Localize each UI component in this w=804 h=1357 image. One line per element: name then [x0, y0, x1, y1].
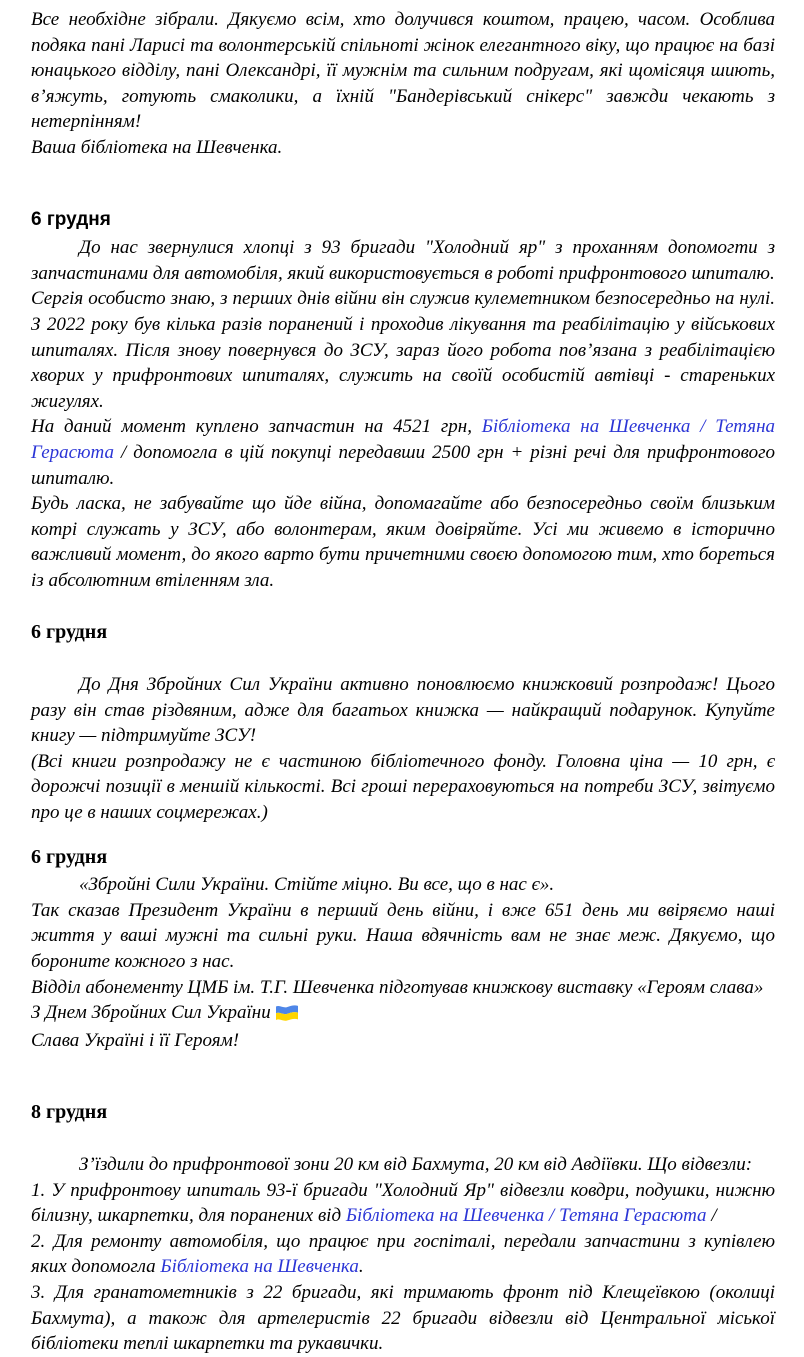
paragraph-text: З Днем Збройних Сил України — [31, 1002, 271, 1024]
entry-date-heading: 6 грудня — [31, 208, 111, 230]
paragraph-text: 2. Для ремонту автомобіля, що працює при госпіталі, передали запчастини з купівлею яких допомогла — [31, 1230, 775, 1278]
paragraph: До нас звернулися хлопці з 93 бригади "Холодний яр" з проханням допомогти з запчастинами для автомобіля, який використовується в роботі прифронтового шпиталю. — [31, 237, 775, 284]
quote-paragraph: «Збройні Сили України. Стійте міцно. Ви все, що в нас є». — [79, 874, 555, 896]
entry-date-heading: 6 грудня — [31, 621, 108, 644]
person-link[interactable]: Тетяна Герасюта — [559, 1205, 707, 1227]
intro-paragraph: Все необхідне зібрали. Дякуємо всім, хто долучився коштом, працею, часом. Особлива подяка пані Ларисі та волонтерській спільноті жінок елегантного віку, що працює на базі юнацького відділу, пані Олександрі, її мужнім та сильним подругам, які щомісяця шиють, в’яжуть, готують смаколики, а їхній "Бандерівський снікерс" завжди чекають з нетерпінням! — [31, 9, 775, 133]
paragraph-text: . — [358, 1256, 364, 1278]
library-link[interactable]: Бібліотека на Шевченка — [345, 1205, 545, 1227]
paragraph: Будь ласка, не забувайте що йде війна, допомагайте або безпосередньо своїм близьким котрі служать у ЗСУ, або волонтерам, яким довіряйте. Усі ми живемо в історично важливий момент, до якого варто бути причетними своєю допомогою тим, хто бореться із абсолютним втіленням зла. — [31, 493, 775, 591]
ukraine-flag-icon — [276, 1002, 298, 1028]
paragraph: Сергія особисто знаю, з перших днів війни він служив кулеметником безпосередньо на нулі. З 2022 року був кілька разів поранений і проходив лікування та реабілітацію у військових шпиталях. Після знову повернувся до ЗСУ, зараз його робота пов’язана з реабілітацією хворих у прифронтових шпиталях, служить на своїй особистій автівці - стареньких жигулях. — [31, 288, 775, 412]
entry-section-6-dec-3 — [31, 845, 775, 1054]
library-link[interactable]: Бібліотека на Шевченка — [160, 1256, 359, 1278]
paragraph-text: / — [706, 1205, 717, 1227]
slash-separator: / — [544, 1205, 560, 1227]
list-item-paragraph — [31, 1178, 775, 1229]
entry-date-heading: 8 грудня — [31, 1101, 108, 1124]
paragraph: Слава Україні і її Героям! — [31, 1029, 240, 1051]
paragraph: (Всі книги розпродажу не є частиною бібліотечного фонду. Головна ціна — 10 грн, є дорожчі позиції в меншій кількості. Всі гроші перераховуються на потреби ЗСУ, звітуємо про це в наших соцмережах.) — [31, 750, 775, 824]
paragraph: З’їздили до прифронтової зони 20 км від Бахмута, 20 км від Авдіївки. Що відвезли: — [79, 1153, 753, 1175]
entry-section-6-dec-2 — [31, 620, 775, 825]
entry-section-6-dec-1 — [31, 207, 775, 594]
paragraph — [31, 414, 775, 491]
slash-separator: / — [690, 416, 716, 438]
paragraph: До Дня Збройних Сил України активно поновлюємо книжковий розпродаж! Цього разу він став різдвяним, адже для багатьох книжка — найкращий подарунок. Купуйте книгу — підтримуйте ЗСУ! — [31, 674, 775, 747]
signature-line: Ваша бібліотека на Шевченка. — [31, 136, 283, 158]
list-item-paragraph: 3. Для гранатометників з 22 бригади, які тримають фронт під Клещеївкою (околиці Бахмута), а також для артелеристів 22 бригади відвезли від Центральної міської бібліотеки теплі шкарпетки та рукавички. — [31, 1281, 775, 1355]
person-link[interactable]: Тетяна Герасюта — [31, 416, 776, 463]
list-item-paragraph — [31, 1229, 775, 1280]
intro-block — [31, 7, 775, 161]
paragraph-text: / допомогла в цій покупці передавши 2500 грн + різні речі для прифронтового шпиталю. — [31, 441, 775, 489]
paragraph: Так сказав Президент України в перший день війни, і вже 651 день ми ввіряємо наші життя у ваші мужні та сильні руки. Наша вдячність вам не знає меж. Дякуємо, що бороните кожного з нас. — [31, 899, 775, 972]
paragraph-text: На даний момент куплено запчастин на 4521 грн, — [31, 416, 482, 438]
library-link[interactable]: Бібліотека на Шевченка — [481, 416, 691, 438]
paragraph — [31, 1000, 775, 1028]
paragraph: Відділ абонементу ЦМБ ім. Т.Г. Шевченка підготував книжкову виставку «Героям слава» — [31, 976, 764, 998]
paragraph-text: 1. У прифронтову шпиталь 93-ї бригади "Холодний Яр" відвезли ковдри, подушки, нижню білизну, шкарпетки, для поранених від — [31, 1179, 775, 1227]
entry-date-heading: 6 грудня — [31, 845, 108, 868]
entry-section-8-dec — [31, 1100, 775, 1356]
